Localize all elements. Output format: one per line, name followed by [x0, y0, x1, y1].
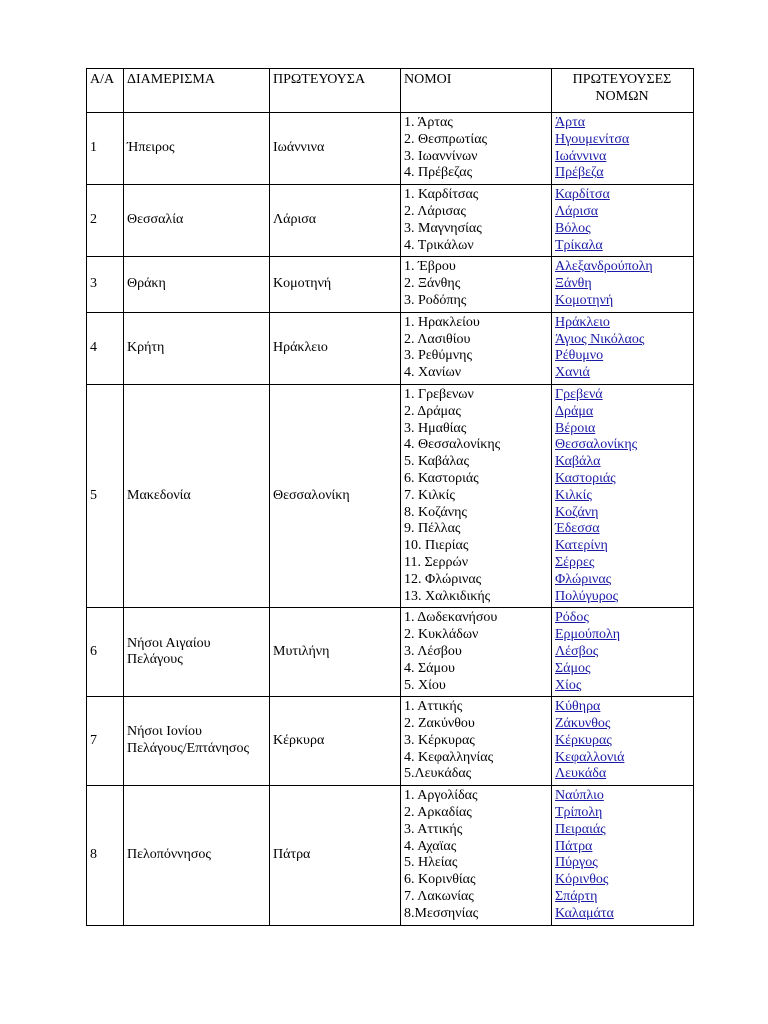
prefecture-capital-link[interactable]: Κιλκίς	[555, 487, 592, 503]
region-name	[124, 384, 270, 607]
table-row	[87, 786, 694, 925]
prefectures-list	[401, 113, 552, 185]
prefecture-capital-link[interactable]: Λέσβος	[555, 643, 599, 659]
prefecture-item: 7. Λακωνίας	[404, 889, 474, 905]
table-row	[87, 384, 694, 607]
region-capital: Ιωάννινα	[270, 113, 401, 185]
prefecture-capitals-list	[552, 185, 694, 257]
table-body	[87, 113, 694, 926]
prefecture-capitals-list	[552, 257, 694, 312]
prefecture-capital-link[interactable]: Δράμα	[555, 403, 594, 419]
region-name	[124, 185, 270, 257]
prefecture-capital-link[interactable]: Κατερίνη	[555, 538, 608, 554]
header-capital: ΠΡΩΤΕΥΟΥΣΑ	[270, 69, 401, 113]
prefecture-capital-link[interactable]: Σέρρες	[555, 554, 595, 570]
region-name-line: Θεσσαλία	[127, 212, 184, 228]
prefecture-capital-link[interactable]: Πάτρα	[555, 838, 593, 854]
table-row	[87, 257, 694, 312]
table-row	[87, 113, 694, 185]
region-name-line: Θράκη	[127, 276, 166, 292]
prefecture-item: 3. Μαγνησίας	[404, 220, 482, 236]
prefectures-list	[401, 786, 552, 925]
prefecture-item: 3. Αττικής	[404, 821, 463, 837]
prefecture-capital-link[interactable]: Σάμος	[555, 660, 591, 676]
prefecture-capitals-list	[552, 608, 694, 697]
prefecture-item: 6. Καστοριάς	[404, 470, 479, 486]
prefecture-capital-link[interactable]: Κομοτηνή	[555, 292, 614, 308]
region-name-line: Πελοπόννησος	[127, 847, 211, 863]
prefecture-capital-link[interactable]: Καρδίτσα	[555, 187, 610, 203]
row-number: 8	[87, 786, 124, 925]
region-capital: Ηράκλειο	[270, 312, 401, 384]
prefecture-item: 4. Κεφαλληνίας	[404, 749, 494, 765]
region-name-line: Πελάγους	[127, 652, 183, 668]
prefecture-item: 6. Κορινθίας	[404, 872, 476, 888]
region-name	[124, 786, 270, 925]
prefectures-list	[401, 185, 552, 257]
prefecture-item: 3. Ροδόπης	[404, 292, 467, 308]
prefecture-item: 9. Πέλλας	[404, 521, 461, 537]
prefecture-capital-link[interactable]: Ηράκλειο	[555, 314, 610, 330]
header-prefecture-capitals	[552, 69, 694, 113]
prefecture-capital-link[interactable]: Θεσσαλονίκης	[555, 437, 638, 453]
prefecture-capitals-list	[552, 312, 694, 384]
row-number: 6	[87, 608, 124, 697]
region-name	[124, 257, 270, 312]
prefecture-capital-link[interactable]: Ναύπλιο	[555, 788, 604, 804]
prefecture-item: 3. Ημαθίας	[404, 420, 467, 436]
prefecture-capital-link[interactable]: Καβάλα	[555, 454, 601, 470]
region-capital: Θεσσαλονίκη	[270, 384, 401, 607]
prefecture-capital-link[interactable]: Πολύγυρος	[555, 588, 619, 604]
prefecture-item: 5. Καβάλας	[404, 454, 470, 470]
table-row	[87, 312, 694, 384]
prefecture-item: 4. Σάμου	[404, 660, 455, 676]
row-number: 5	[87, 384, 124, 607]
prefecture-item: 11. Σερρών	[404, 554, 469, 570]
prefecture-item: 10. Πιερίας	[404, 538, 469, 554]
header-row	[87, 69, 694, 113]
region-name	[124, 608, 270, 697]
row-number: 2	[87, 185, 124, 257]
prefecture-capitals-list	[552, 697, 694, 786]
region-capital: Κέρκυρα	[270, 697, 401, 786]
header-prefecture-capitals-line2: ΝΟΜΩΝ	[595, 88, 649, 104]
prefecture-item: 8.Μεσσηνίας	[404, 905, 479, 921]
prefectures-list	[401, 608, 552, 697]
prefecture-capital-link[interactable]: Έδεσσα	[555, 521, 600, 537]
prefecture-capital-link[interactable]: Καστοριάς	[555, 470, 616, 486]
prefecture-capital-link[interactable]: Άρτα	[555, 115, 586, 130]
prefectures-list	[401, 384, 552, 607]
prefecture-capital-link[interactable]: Καλαμάτα	[555, 905, 614, 921]
region-name-line: Ήπειρος	[127, 140, 175, 156]
region-name-line: Πελάγους/Επτάνησος	[127, 741, 249, 757]
prefecture-item: 12. Φλώρινας	[404, 571, 482, 587]
prefecture-item: 2. Ξάνθης	[404, 276, 461, 292]
prefecture-capital-link[interactable]: Ζάκυνθος	[555, 716, 611, 732]
prefecture-capital-link[interactable]: Πρέβεζα	[555, 165, 604, 181]
prefecture-capital-link[interactable]: Χίος	[555, 677, 582, 693]
prefecture-item: 4. Τρικάλων	[404, 237, 474, 253]
prefecture-item: 4. Αχαϊας	[404, 838, 457, 854]
prefecture-item: 1. Ηρακλείου	[404, 314, 480, 330]
prefecture-item: 3. Λέσβου	[404, 643, 462, 659]
prefecture-item: 1. Άρτας	[404, 115, 453, 130]
prefectures-list	[401, 257, 552, 312]
prefecture-capitals-list	[552, 384, 694, 607]
prefecture-item: 1. Αργολίδας	[404, 788, 478, 804]
header-prefectures: ΝΟΜΟΙ	[401, 69, 552, 113]
region-capital: Πάτρα	[270, 786, 401, 925]
prefectures-list	[401, 697, 552, 786]
prefecture-item: 5. Ηλείας	[404, 855, 458, 871]
prefecture-item: 1. Έβρου	[404, 259, 456, 275]
prefectures-list	[401, 312, 552, 384]
prefecture-capital-link[interactable]: Άγιος Νικόλαος	[555, 331, 645, 347]
prefecture-capital-link[interactable]: Πύργος	[555, 855, 598, 871]
prefecture-item: 2. Θεσπρωτίας	[404, 131, 488, 147]
prefecture-item: 2. Δράμας	[404, 403, 461, 419]
prefecture-capital-link[interactable]: Ξάνθη	[555, 276, 592, 292]
prefecture-item: 2. Λασιθίου	[404, 331, 471, 347]
prefecture-capital-link[interactable]: Ρέθυμνο	[555, 348, 604, 364]
prefecture-item: 3. Κέρκυρας	[404, 732, 475, 748]
prefecture-capital-link[interactable]: Λάρισα	[555, 203, 599, 219]
row-number: 3	[87, 257, 124, 312]
prefecture-capital-link[interactable]: Βόλος	[555, 220, 591, 236]
table-row	[87, 185, 694, 257]
prefecture-item: 8. Κοζάνης	[404, 504, 467, 520]
prefecture-item: 7. Κιλκίς	[404, 487, 455, 503]
prefecture-capital-link[interactable]: Ρόδος	[555, 610, 589, 626]
prefecture-capital-link[interactable]: Κοζάνη	[555, 504, 599, 520]
region-name	[124, 312, 270, 384]
prefecture-capitals-list	[552, 786, 694, 925]
prefecture-item: 1. Γρεβενων	[404, 386, 474, 402]
prefecture-capital-link[interactable]: Κόρινθος	[555, 872, 609, 888]
region-capital: Κομοτηνή	[270, 257, 401, 312]
prefecture-capital-link[interactable]: Τρίκαλα	[555, 237, 603, 253]
region-name-line: Μακεδονία	[127, 487, 191, 503]
regions-table	[86, 68, 694, 926]
prefecture-item: 13. Χαλκιδικής	[404, 588, 491, 604]
prefecture-item: 2. Αρκαδίας	[404, 805, 472, 821]
prefecture-capital-link[interactable]: Βέροια	[555, 420, 596, 436]
prefecture-item: 4. Χανίων	[404, 365, 462, 381]
prefecture-item: 5.Λευκάδας	[404, 766, 472, 782]
prefecture-item: 3. Ιωαννίνων	[404, 148, 478, 164]
prefecture-capital-link[interactable]: Πειραιάς	[555, 821, 606, 837]
header-region: ΔΙΑΜΕΡΙΣΜΑ	[124, 69, 270, 113]
header-aa: Α/Α	[87, 69, 124, 113]
prefecture-item: 1. Δωδεκανήσου	[404, 610, 498, 626]
prefecture-capital-link[interactable]: Κύθηρα	[555, 699, 601, 715]
row-number: 7	[87, 697, 124, 786]
prefecture-item: 1. Αττικής	[404, 699, 463, 715]
prefecture-capital-link[interactable]: Κεφαλλονιά	[555, 749, 625, 765]
prefecture-capital-link[interactable]: Λευκάδα	[555, 766, 607, 782]
prefecture-capital-link[interactable]: Τρίπολη	[555, 805, 603, 821]
prefecture-capital-link[interactable]: Ηγουμενίτσα	[555, 131, 630, 147]
region-capital: Μυτιλήνη	[270, 608, 401, 697]
region-name-line: Κρήτη	[127, 339, 165, 355]
prefecture-capital-link[interactable]: Φλώρινας	[555, 571, 612, 587]
region-name	[124, 113, 270, 185]
region-name-line: Νήσοι Ιονίου	[127, 724, 202, 740]
row-number: 1	[87, 113, 124, 185]
region-capital: Λάρισα	[270, 185, 401, 257]
prefecture-item: 4. Πρέβεζας	[404, 165, 473, 181]
prefecture-capital-link[interactable]: Αλεξανδρούπολη	[555, 259, 653, 275]
prefecture-item: 2. Κυκλάδων	[404, 627, 479, 643]
prefecture-capital-link[interactable]: Κέρκυρας	[555, 732, 612, 748]
prefecture-capital-link[interactable]: Ιωάννινα	[555, 148, 607, 164]
prefecture-capital-link[interactable]: Χανιά	[555, 365, 590, 381]
prefecture-item: 3. Ρεθύμνης	[404, 348, 473, 364]
prefecture-capital-link[interactable]: Ερμούπολη	[555, 627, 621, 643]
header-prefecture-capitals-line1: ΠΡΩΤΕΥΟΥΣΕΣ	[572, 72, 672, 87]
prefecture-capitals-list	[552, 113, 694, 185]
prefecture-capital-link[interactable]: Γρεβενά	[555, 386, 603, 402]
row-number: 4	[87, 312, 124, 384]
region-name-line: Νήσοι Αιγαίου	[127, 635, 211, 651]
prefecture-item: 1. Καρδίτσας	[404, 187, 479, 203]
region-name	[124, 697, 270, 786]
table-row	[87, 697, 694, 786]
prefecture-item: 2. Ζακύνθου	[404, 716, 475, 732]
table-row	[87, 608, 694, 697]
prefecture-item: 5. Χίου	[404, 677, 446, 693]
prefecture-item: 4. Θεσσαλονίκης	[404, 437, 501, 453]
prefecture-item: 2. Λάρισας	[404, 203, 466, 219]
prefecture-capital-link[interactable]: Σπάρτη	[555, 889, 598, 905]
